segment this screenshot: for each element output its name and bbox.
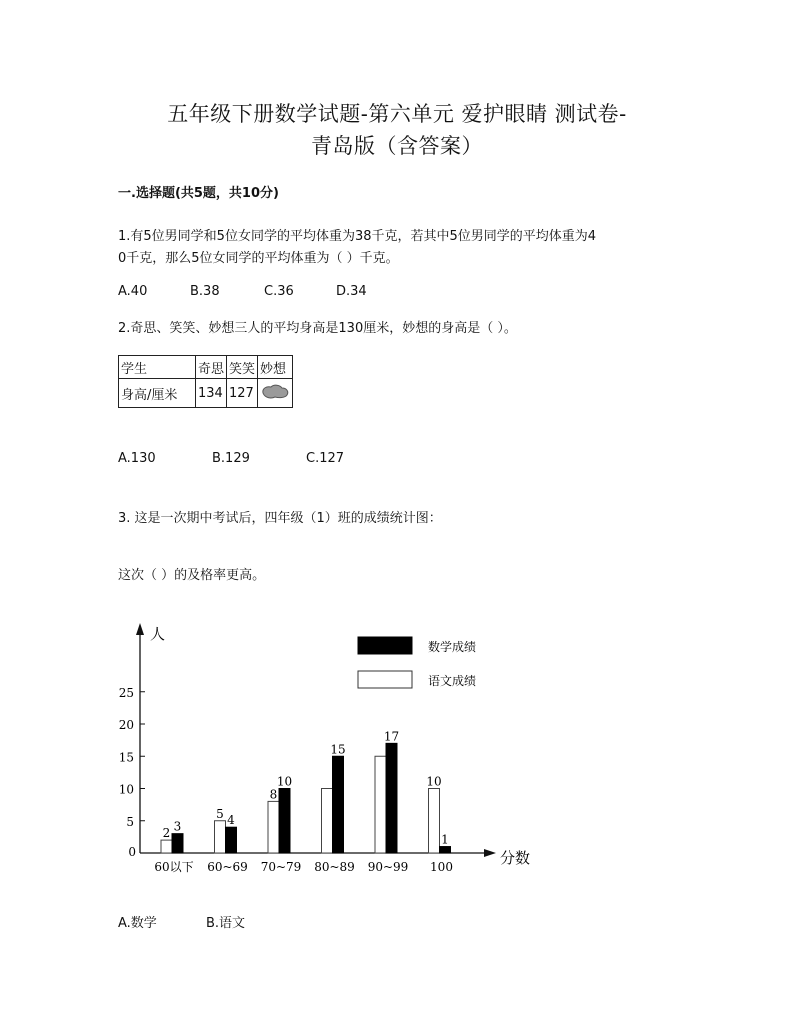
- chart-bars: [161, 729, 451, 853]
- legend-math-swatch: [358, 637, 412, 654]
- x-tick-labels: [154, 860, 453, 874]
- q3-option-b[interactable]: B.语文: [206, 916, 246, 931]
- q3-option-a[interactable]: A.数学: [118, 916, 157, 931]
- x-tick-label: 100: [430, 860, 453, 874]
- q2-height-table: [118, 355, 293, 408]
- x-tick-label: 80~89: [314, 860, 355, 874]
- bar-chinese: [161, 840, 172, 853]
- legend-chinese-swatch: [358, 671, 412, 688]
- legend-math-label: 数学成绩: [428, 640, 477, 654]
- data-label-math: 17: [383, 729, 400, 744]
- y-tick-label: 0: [128, 845, 136, 859]
- y-tick-label: 25: [118, 685, 134, 700]
- table-row: [119, 356, 293, 379]
- q3-options: [118, 912, 245, 931]
- y-tick-label: 20: [118, 718, 134, 732]
- data-label-chinese: 10: [426, 774, 442, 789]
- bar-math: [172, 834, 183, 853]
- chart-legend: [358, 637, 476, 688]
- table-cell-xiaoxiao: 127: [227, 379, 258, 408]
- table-header-miaoxiang: 妙想: [258, 356, 293, 379]
- y-axis-label: 人: [150, 625, 166, 643]
- x-tick-label: 70~79: [260, 860, 302, 874]
- y-axis-arrow: [136, 623, 144, 635]
- table-cell-miaoxiang: [258, 379, 293, 408]
- q1-options: [118, 284, 367, 299]
- q1-option-c[interactable]: C.36: [264, 284, 294, 299]
- score-bar-chart: [110, 615, 550, 875]
- data-label-math: 15: [330, 742, 346, 757]
- x-tick-label: 60以下: [154, 860, 194, 874]
- q1-option-d[interactable]: D.34: [336, 284, 367, 299]
- bar-chinese: [375, 756, 386, 853]
- x-axis-label: 分数: [500, 849, 531, 867]
- bar-chinese: [429, 789, 440, 854]
- bar-math: [279, 789, 290, 854]
- q3-text-line1: 3. 这是一次期中考试后，四年级（1）班的成绩统计图：: [118, 511, 442, 526]
- section-title: 一.选择题(共5题，共10分): [118, 186, 279, 201]
- y-tick-label: 15: [118, 750, 134, 765]
- q1-option-a[interactable]: A.40: [118, 284, 148, 299]
- bar-math: [386, 743, 397, 853]
- table-cell-qisi: 134: [196, 379, 227, 408]
- q2-option-a[interactable]: A.130: [118, 451, 156, 466]
- bar-math: [440, 847, 451, 853]
- data-label-chinese: 2: [162, 826, 171, 841]
- q1-text-line2: 0千克，那么5位女同学的平均体重为（ ）千克。: [118, 251, 399, 266]
- data-label-math: 4: [227, 813, 235, 828]
- y-tick-label: 5: [126, 814, 134, 829]
- q1-text-line1: 1.有5位男同学和5位女同学的平均体重为38千克，若其中5位男同学的平均体重为4: [118, 229, 597, 244]
- q2-text: 2.奇思、笑笑、妙想三人的平均身高是130厘米，妙想的身高是（ ）。: [118, 321, 517, 336]
- data-label-chinese: 5: [216, 806, 224, 821]
- data-label-math: 1: [441, 832, 449, 847]
- page-title-line2: 青岛版（含答案）: [311, 134, 483, 158]
- data-label-chinese: 8: [269, 787, 278, 802]
- table-header-student: 学生: [119, 356, 196, 379]
- x-tick-label: 90~99: [367, 860, 409, 874]
- table-row: [119, 379, 293, 408]
- table-header-qisi: 奇思: [196, 356, 227, 379]
- q2-options: [118, 451, 344, 466]
- q3-text-line2: 这次（ ）的及格率更高。: [118, 568, 266, 583]
- bar-chinese: [268, 801, 279, 853]
- legend-chinese-label: 语文成绩: [428, 674, 477, 688]
- data-label-math: 3: [173, 819, 182, 834]
- bar-math: [333, 756, 344, 853]
- bar-math: [226, 827, 237, 853]
- q2-option-c[interactable]: C.127: [306, 451, 345, 466]
- q1-option-b[interactable]: B.38: [190, 284, 220, 299]
- y-ticks: [119, 686, 145, 859]
- page-title-line1: 五年级下册数学试题-第六单元 爱护眼睛 测试卷-: [167, 102, 627, 126]
- stone-icon: [260, 382, 290, 400]
- data-label-math: 10: [276, 774, 293, 789]
- bar-chinese: [215, 821, 226, 853]
- table-header-xiaoxiao: 笑笑: [227, 356, 258, 379]
- bar-chinese: [322, 789, 333, 854]
- table-row-label: 身高/厘米: [119, 379, 196, 408]
- q2-option-b[interactable]: B.129: [212, 451, 250, 466]
- y-tick-label: 10: [118, 782, 134, 797]
- x-axis-arrow: [484, 849, 496, 857]
- x-tick-label: 60~69: [207, 860, 248, 874]
